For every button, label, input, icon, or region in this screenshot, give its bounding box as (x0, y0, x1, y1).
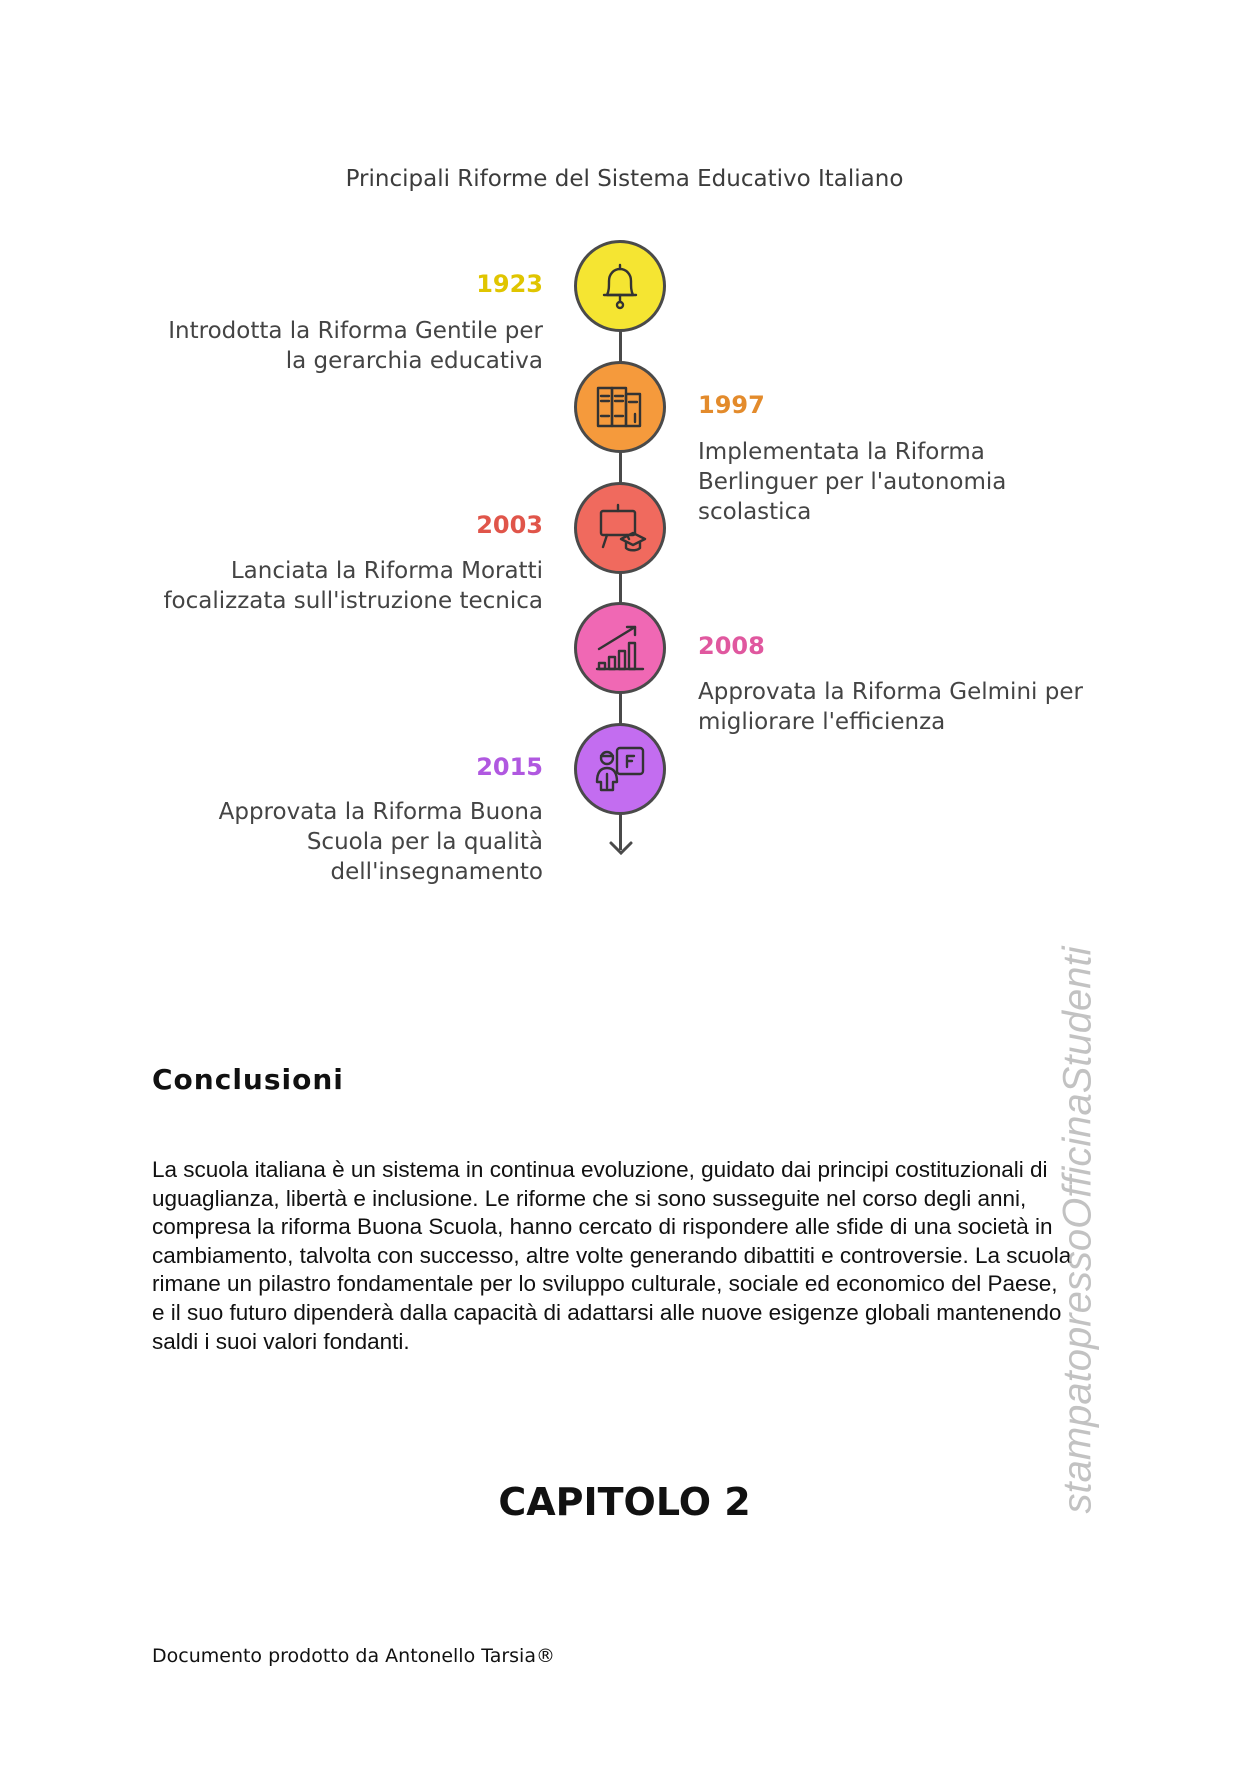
event-year: 2008 (698, 632, 765, 660)
timeline-node-2015 (574, 723, 666, 815)
books-icon (591, 378, 649, 436)
description-line: focalizzata sull'istruzione tecnica (163, 588, 543, 614)
description-line: scolastica (698, 499, 812, 525)
conclusions-paragraph (152, 1156, 1102, 1356)
description-line: Lanciata la Riforma Moratti (230, 558, 543, 584)
paragraph-line: saldi i suoi valori fondanti. (152, 1328, 410, 1354)
description-line: Implementata la Riforma (698, 439, 985, 465)
chapter-title: CAPITOLO 2 (498, 1480, 751, 1524)
event-description (163, 556, 543, 616)
description-line: la gerarchia educativa (285, 348, 543, 374)
description-line: migliorare l'efficienza (698, 709, 946, 735)
event-year: 1997 (698, 391, 765, 419)
event-description (698, 677, 1083, 737)
teacher-board-icon (591, 740, 649, 798)
growth-chart-icon (591, 619, 649, 677)
paragraph-line: La scuola italiana è un sistema in continua evoluzione, guidato dai principi costituzionali di (152, 1157, 1048, 1182)
watermark: stampatopressoOfficinaStudenti (1055, 946, 1100, 1514)
description-line: Approvata la Riforma Buona (218, 799, 543, 825)
event-year: 1923 (476, 270, 543, 298)
paragraph-line: compresa la riforma Buona Scuola, hanno cercato di rispondere alle sfide di una società in (152, 1214, 1053, 1240)
blackboard-graduation-icon (591, 499, 649, 557)
section-heading: Conclusioni (152, 1063, 344, 1096)
paragraph-line: rimane un pilastro fondamentale per lo sviluppo culturale, sociale ed economico del Paese, (152, 1271, 1058, 1297)
description-line: Introdotta la Riforma Gentile per (168, 318, 543, 344)
event-year: 2003 (476, 511, 543, 539)
event-description (698, 437, 1006, 527)
description-line: Berlinguer per l'autonomia (698, 469, 1007, 495)
timeline-arrow-icon (606, 838, 636, 858)
timeline-node-2003 (574, 482, 666, 574)
timeline-node-1923 (574, 240, 666, 332)
description-line: Approvata la Riforma Gelmini per (698, 679, 1083, 705)
paragraph-line: uguaglianza, libertà e inclusione. Le riforme che si sono susseguite nel corso degli anni, (152, 1185, 1027, 1211)
timeline-node-1997 (574, 361, 666, 453)
description-line: dell'insegnamento (330, 859, 543, 885)
event-year: 2015 (476, 753, 543, 781)
event-description (219, 797, 543, 887)
event-description (168, 316, 543, 376)
description-line: Scuola per la qualità (306, 829, 543, 855)
footer-credit: Documento prodotto da Antonello Tarsia® (152, 1645, 555, 1667)
timeline-node-2008 (574, 602, 666, 694)
infographic-title: Principali Riforme del Sistema Educativo Italiano (345, 166, 904, 192)
paragraph-line: cambiamento, talvolta con successo, altre volte generando dibattiti e controversie. La scuola (152, 1242, 1072, 1268)
bell-icon (591, 257, 649, 315)
paragraph-line: e il suo futuro dipenderà dalla capacità di adattarsi alle nuove esigenze globali mantenendo (152, 1299, 1062, 1325)
